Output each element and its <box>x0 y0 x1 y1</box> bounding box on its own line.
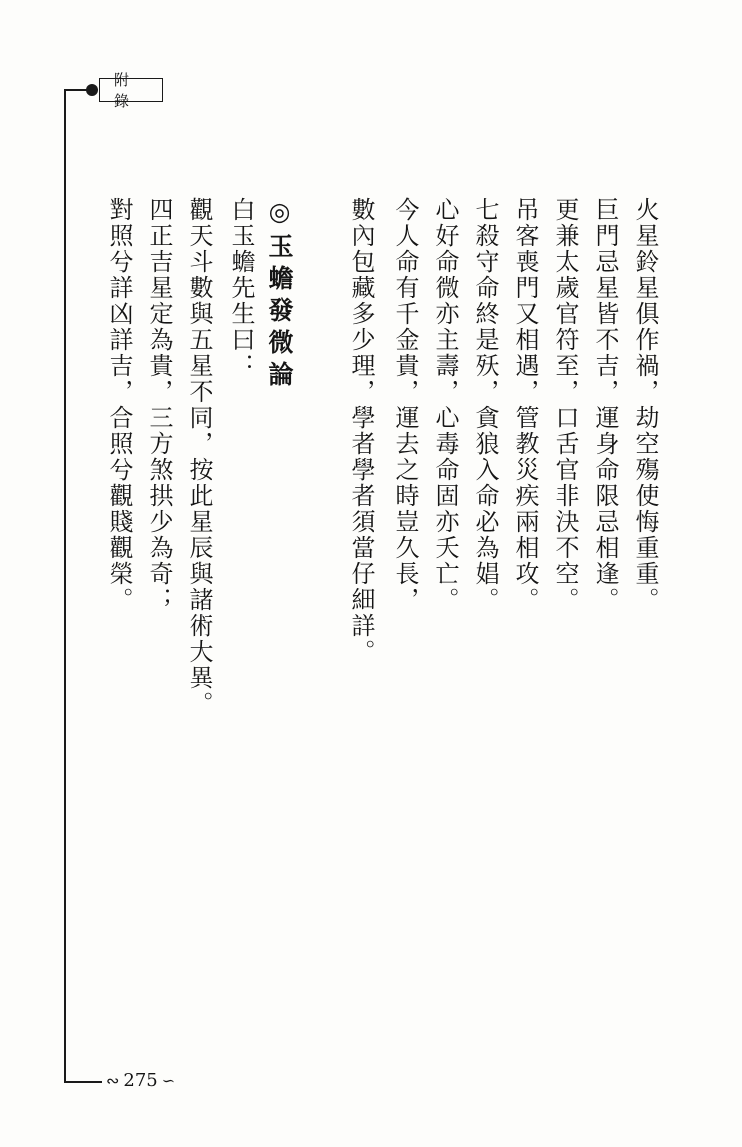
text-column-12: 四正吉星定為貴，三方煞拱少為奇； <box>145 197 173 613</box>
text-column-2: 巨門忌星皆不吉，運身命限忌相逢。 <box>591 197 619 613</box>
page-number: 275 <box>123 1070 158 1091</box>
text-column-8: 數內包藏多少理，學者學者須當仔細詳。 <box>347 197 375 665</box>
page-footer <box>106 1070 175 1091</box>
text-column-11: 觀天斗數與五星不同，按此星辰與諸術大異。 <box>185 197 213 717</box>
margin-vertical-rule <box>64 90 66 1083</box>
section-heading: ◎玉蟾發微論 <box>265 197 294 393</box>
text-column-1: 火星鈴星俱作禍，劫空殤使悔重重。 <box>631 197 659 613</box>
text-column-3: 更兼太歲官符至，口舌官非決不空。 <box>551 197 579 613</box>
text-column-7: 今人命有千金貴，運去之時豈久長， <box>391 197 419 613</box>
text-column-10: 白玉蟾先生曰： <box>227 197 255 379</box>
ornament-right-icon: ∽ <box>161 1071 176 1090</box>
text-column-5: 七殺守命終是殀，貪狼入命必為娼。 <box>471 197 499 613</box>
text-column-13: 對照兮詳凶詳吉，合照兮觀賤觀榮。 <box>105 197 133 613</box>
bullet-dot-icon <box>86 84 98 96</box>
ornament-left-icon: ∾ <box>106 1071 120 1090</box>
margin-bottom-rule <box>64 1081 102 1083</box>
section-tag: 附 錄 <box>99 78 163 102</box>
text-column-6: 心好命微亦主壽，心毒命固亦夭亡。 <box>431 197 459 613</box>
text-column-4: 吊客喪門又相遇，管教災疾兩相攻。 <box>511 197 539 613</box>
